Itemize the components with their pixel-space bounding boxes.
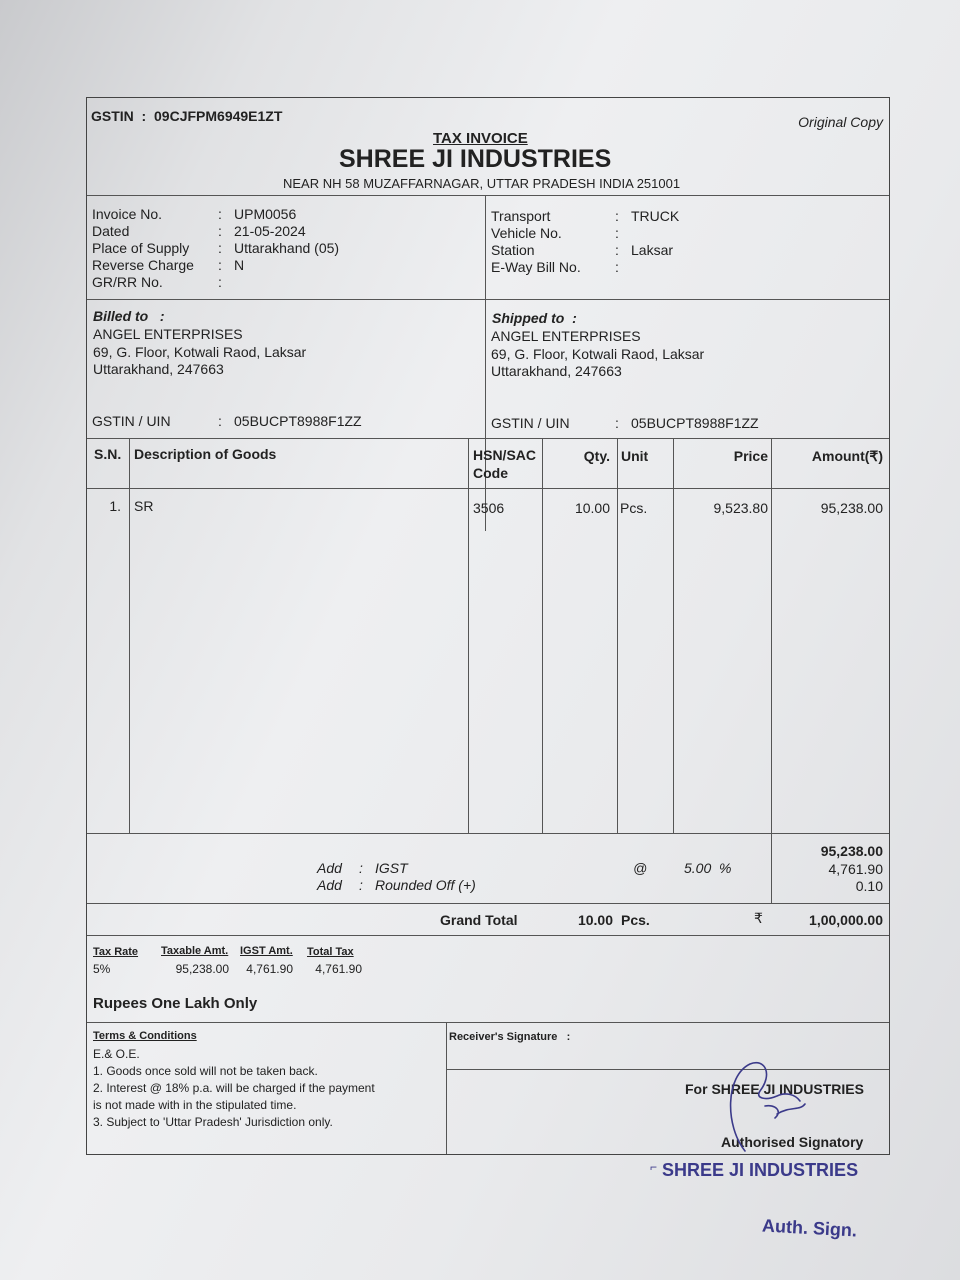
terms-line: 3. Subject to 'Uttar Pradesh' Jurisdiction only. [93, 1115, 333, 1129]
col-header-sn: S.N. [94, 446, 122, 462]
grand-total-amount: 1,00,000.00 [809, 912, 883, 928]
doc-title: TAX INVOICE [433, 130, 528, 147]
rate-at: @ [633, 860, 648, 876]
rounded-off-label: Rounded Off (+) [375, 877, 476, 893]
divider [446, 1022, 447, 1154]
tax-cell: 5% [93, 962, 111, 976]
info-value: UPM0056 [234, 206, 297, 222]
handwritten-signature [705, 1056, 815, 1156]
currency-symbol: ₹ [754, 910, 763, 926]
grand-total-label: Grand Total [440, 912, 518, 928]
terms-line: is not made with in the stipulated time. [93, 1098, 297, 1112]
tax-header: Taxable Amt. [161, 945, 229, 957]
receiver-signature-label: Receiver's Signature : [449, 1031, 571, 1043]
cell-price: 9,523.80 [713, 500, 768, 516]
terms-line: 2. Interest @ 18% p.a. will be charged if the payment [93, 1081, 375, 1095]
shipped-gstin-label: GSTIN / UIN [491, 415, 570, 431]
tax-header: Tax Rate [93, 946, 139, 958]
transport-value: TRUCK [631, 208, 680, 224]
info-value: 21-05-2024 [234, 223, 306, 239]
transport-label: Transport [491, 208, 551, 224]
info-label: Place of Supply [92, 240, 190, 256]
info-label: Reverse Charge [92, 257, 194, 273]
amount-in-words: Rupees One Lakh Only [93, 995, 258, 1012]
company-name: SHREE JI INDUSTRIES [339, 145, 612, 173]
billed-heading: Billed to : [93, 308, 165, 324]
billed-name: ANGEL ENTERPRISES [93, 326, 243, 342]
igst-rate: 5.00 % [684, 860, 732, 876]
tax-header: Total Tax [307, 946, 354, 958]
divider [87, 195, 889, 196]
subtotal: 95,238.00 [820, 843, 883, 859]
transport-value: Laksar [631, 242, 674, 258]
igst-amount: 4,761.90 [828, 861, 883, 877]
col-header-description: Description of Goods [134, 446, 277, 462]
col-header-hsn-code: Code [473, 465, 508, 481]
terms-heading: Terms & Conditions [93, 1030, 197, 1042]
billed-address-line1: 69, G. Floor, Kotwali Raod, Laksar [93, 344, 307, 360]
tax-header: IGST Amt. [240, 945, 293, 957]
info-label: GR/RR No. [92, 274, 163, 290]
copy-type: Original Copy [798, 114, 883, 130]
info-value: Uttarakhand (05) [234, 240, 340, 256]
divider [446, 1069, 889, 1070]
stamp-company-name: SHREE JI INDUSTRIES [662, 1160, 859, 1180]
cell-qty: 10.00 [574, 500, 610, 516]
billed-gstin-label: GSTIN / UIN [92, 413, 171, 429]
shipped-heading: Shipped to : [492, 310, 577, 326]
company-address: NEAR NH 58 MUZAFFARNAGAR, UTTAR PRADESH INDIA 251001 [283, 176, 681, 191]
col-header-price: Price [733, 448, 768, 464]
billed-address-line2: Uttarakhand, 247663 [93, 361, 224, 377]
transport-label: Vehicle No. [491, 225, 562, 241]
cell-sn: 1. [109, 498, 121, 514]
info-value: N [234, 257, 245, 273]
col-header-qty: Qty. [583, 448, 610, 464]
divider [87, 299, 889, 300]
shipped-address-line1: 69, G. Floor, Kotwali Raod, Laksar [491, 346, 705, 362]
col-header-amount: Amount(₹) [811, 448, 883, 464]
grand-total-qty: 10.00 [577, 912, 613, 928]
gstin-value: 09CJFPM6949E1ZT [154, 108, 283, 124]
tax-cell: 4,761.90 [315, 962, 362, 976]
add-label: Add [317, 877, 342, 893]
shipped-gstin: 05BUCPT8988F1ZZ [631, 415, 759, 431]
rounded-off-amount: 0.10 [855, 878, 883, 894]
cell-unit: Pcs. [620, 500, 648, 516]
grand-total-unit: Pcs. [621, 912, 650, 928]
authorised-signatory-label: Authorised Signatory [721, 1134, 864, 1150]
terms-line: 1. Goods once sold will not be taken back. [93, 1064, 318, 1078]
terms-line: E.& O.E. [93, 1047, 140, 1061]
igst-label: IGST [375, 860, 408, 876]
col-header-hsn: HSN/SAC [473, 447, 537, 463]
transport-label: E-Way Bill No. [491, 259, 581, 275]
shipped-name: ANGEL ENTERPRISES [491, 328, 641, 344]
for-company-label: For SHREE JI INDUSTRIES [685, 1081, 864, 1097]
tax-cell: 95,238.00 [175, 962, 229, 976]
info-label: Invoice No. [92, 206, 163, 222]
add-label: Add [317, 860, 342, 876]
gstin-header: GSTIN : 09CJFPM6949E1ZT [91, 108, 283, 124]
billed-gstin: 05BUCPT8988F1ZZ [234, 413, 362, 429]
gstin-label: GSTIN [91, 108, 134, 124]
cell-description: SR [134, 498, 154, 514]
divider [87, 438, 889, 439]
info-label: Dated [92, 223, 130, 239]
transport-label: Station [491, 242, 535, 258]
divider [87, 1022, 889, 1023]
cell-amount: 95,238.00 [820, 500, 883, 516]
invoice-document: GSTIN : 09CJFPM6949E1ZT Original Copy TAX INVOICE SHREE JI INDUSTRIES NEAR NH 58 MUZAFFARNAGAR, UTTAR PRADESH INDIA 251001 Invoice No. : UPM0056 Dated : 21-05-2024 Place of Supply : Uttarakhand (05) Reverse Charge : N GR/RR No. : Transport : TRUCK Vehicle No. : Station : Laksar E-Way Bill No. : Billed to : ANGEL ENTERPRISES 69, G. Floor, Kotwali Raod, Laksar Uttarakhand, 247663 GSTIN / UIN : 05BUCPT8988F1ZZ Shipped to : ANGEL ENTERPRISES 69, G. Floor, Kotwali Raod, Laksar Uttarakhand, 247663 GSTIN / UIN : 05BUCPT8988F1ZZ S.N. Description of Goods HSN/SAC Code Qty. Unit Price Amount(₹) 1. SR 3506 10.00 Pcs. 9,523.80 95,238.00 95,238.00 Add : IGST @ 5.00 % 4,761.90 Add : Rounded Off (+) 0.10 Grand Total 10.00 Pcs. ₹ 1,00,000.00 Tax Rate Taxable Amt. IGST Amt. Total Tax 5% 95,238.00 4,761.90 4,761.90 Rupees One Lakh Only Terms & Conditions E.& O.E. 1. Goods once sold will not be taken back. 2. Interest @ 18% p.a. will be charged if the payment is not made with in the stipulated time. 3. Subject to 'Uttar Pradesh' Jurisdiction only. Receiver's Signature : For SHREE JI INDUSTRIES Authorised Signatory [86, 97, 890, 1155]
stamp-auth-sign: Auth. Sign. [761, 1215, 858, 1241]
cell-hsn: 3506 [473, 500, 505, 516]
col-header-unit: Unit [621, 448, 649, 464]
shipped-address-line2: Uttarakhand, 247663 [491, 363, 622, 379]
company-stamp: ⌐ SHREE JI INDUSTRIES [650, 1160, 859, 1180]
tax-cell: 4,761.90 [246, 962, 293, 976]
